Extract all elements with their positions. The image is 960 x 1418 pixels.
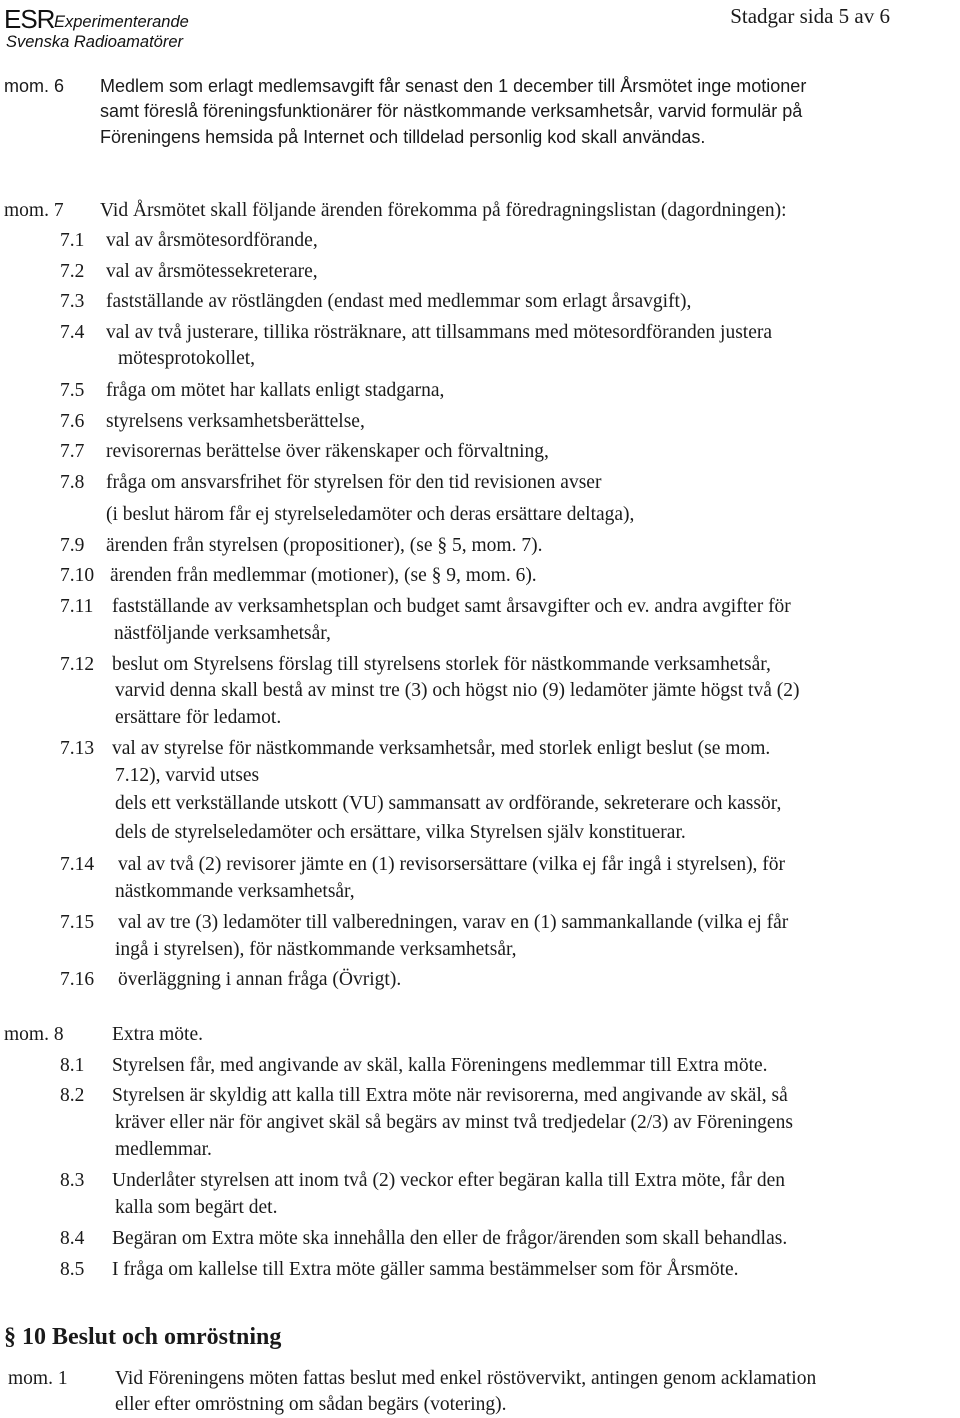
page-number: Stadgar sida 5 av 6 [730, 4, 890, 28]
item-text: val av två (2) revisorer jämte en (1) revisorsersättare (vilka ej får ingå i styrelsen), för [118, 854, 786, 875]
logo-organization-text: Svenska Radioamatörer [6, 33, 184, 51]
section10-mom1-line: eller efter omröstning om sådan begärs (votering). [115, 1394, 507, 1415]
item-number: 7.15 [60, 912, 95, 933]
item-number: 7.1 [60, 230, 85, 251]
mom7-intro: Vid Årsmötet skall följande ärenden förekomma på föredragningslistan (dagordningen): [100, 200, 787, 221]
item-text: val av årsmötessekreterare, [106, 261, 318, 282]
mom6-line: Föreningens hemsida på Internet och tilldelad personlig kod skall användas. [100, 127, 706, 147]
item-number: 7.11 [60, 596, 94, 617]
item-text: Styrelsen får, med angivande av skäl, kalla Föreningens medlemmar till Extra möte. [112, 1055, 768, 1076]
item-text: Styrelsen är skyldig att kalla till Extra möte när revisorerna, med angivande av skäl, så [112, 1085, 788, 1106]
item-text: fastställande av röstlängden (endast med medlemmar som erlagt årsavgift), [106, 291, 692, 312]
mom6-number: mom. 6 [4, 76, 65, 96]
logo-experimenterande-text: Experimenterande [54, 13, 189, 31]
item-text: ersättare för ledamot. [115, 707, 282, 728]
item-text: val av tre (3) ledamöter till valberedningen, varav en (1) sammankallande (vilka ej får [118, 912, 789, 933]
item-number: 7.12 [60, 654, 95, 675]
item-text: ingå i styrelsen), för nästkommande verksamhetsår, [115, 939, 517, 960]
item-text: fråga om mötet har kallats enligt stadgarna, [106, 380, 445, 401]
item-text: styrelsens verksamhetsberättelse, [106, 411, 365, 432]
item-number: 8.3 [60, 1170, 85, 1191]
item-text: Begäran om Extra möte ska innehålla den eller de frågor/ärenden som skall behandlas. [112, 1228, 788, 1249]
item-text: I fråga om kallelse till Extra möte gäller samma bestämmelser som för Årsmöte. [112, 1259, 739, 1280]
mom8-intro: Extra möte. [112, 1024, 203, 1045]
item-text: (i beslut härom får ej styrelseledamöter och deras ersättare deltaga), [106, 504, 635, 525]
item-text: ärenden från styrelsen (propositioner), (se § 5, mom. 7). [106, 535, 543, 556]
item-number: 7.2 [60, 261, 85, 282]
item-text: val av två justerare, tillika rösträknare, att tillsammans med mötesordföranden justera [106, 322, 773, 343]
item-text: medlemmar. [115, 1139, 212, 1160]
item-text: nästföljande verksamhetsår, [114, 623, 331, 644]
item-number: 7.4 [60, 322, 85, 343]
item-text: ärenden från medlemmar (motioner), (se § 9, mom. 6). [110, 565, 537, 586]
esr-logo [4, 4, 204, 52]
item-number: 7.9 [60, 535, 85, 556]
item-text: nästkommande verksamhetsår, [115, 881, 355, 902]
item-number: 7.3 [60, 291, 85, 312]
section10-mom1-line: Vid Föreningens möten fattas beslut med enkel röstövervikt, antingen genom acklamation [115, 1368, 817, 1389]
item-number: 8.4 [60, 1228, 85, 1249]
logo-esr-text: ESR [4, 4, 55, 34]
mom8-number: mom. 8 [4, 1024, 64, 1045]
item-text: val av styrelse för nästkommande verksamhetsår, med storlek enligt beslut (se mom. [112, 738, 771, 759]
section10-mom1-number: mom. 1 [8, 1368, 68, 1389]
mom6-line: samt föreslå föreningsfunktionärer för nästkommande verksamhetsår, varvid formulär på [100, 101, 803, 121]
item-number: 7.13 [60, 738, 95, 759]
item-number: 7.16 [60, 969, 95, 990]
item-text: dels de styrelseledamöter och ersättare, vilka Styrelsen själv konstituerar. [115, 822, 686, 843]
item-number: 7.5 [60, 380, 85, 401]
item-text: fråga om ansvarsfrihet för styrelsen för den tid revisionen avser [106, 472, 602, 493]
item-number: 8.1 [60, 1055, 85, 1076]
item-text: överläggning i annan fråga (Övrigt). [118, 969, 402, 990]
item-text: val av årsmötesordförande, [106, 230, 318, 251]
item-number: 7.10 [60, 565, 95, 586]
mom7-number: mom. 7 [4, 200, 64, 221]
item-text: revisorernas berättelse över räkenskaper och förvaltning, [106, 441, 549, 462]
item-text: kräver eller när för angivet skäl så begärs av minst två tredjedelar (2/3) av Föreningens [115, 1112, 793, 1133]
item-text: 7.12), varvid utses [115, 765, 260, 786]
item-text: fastställande av verksamhetsplan och budget samt årsavgifter och ev. andra avgifter för [112, 596, 791, 617]
item-number: 7.7 [60, 441, 85, 462]
item-number: 7.8 [60, 472, 85, 493]
item-text: kalla som begärt det. [115, 1197, 278, 1218]
item-text: beslut om Styrelsens förslag till styrelsens storlek för nästkommande verksamhetsår, [112, 654, 771, 675]
item-number: 8.5 [60, 1259, 85, 1280]
section-heading: § 10 Beslut och omröstning [4, 1324, 282, 1350]
item-number: 7.6 [60, 411, 85, 432]
item-text: varvid denna skall bestå av minst tre (3) och högst nio (9) ledamöter jämte högst två (2) [115, 680, 800, 701]
item-number: 8.2 [60, 1085, 85, 1106]
item-text: mötesprotokollet, [118, 348, 256, 369]
mom6-line: Medlem som erlagt medlemsavgift får senast den 1 december till Årsmötet inge motioner [100, 76, 807, 96]
item-number: 7.14 [60, 854, 95, 875]
item-text: Underlåter styrelsen att inom två (2) veckor efter begäran kalla till Extra möte, får den [112, 1170, 786, 1191]
item-text: dels ett verkställande utskott (VU) sammansatt av ordförande, sekreterare och kassör, [115, 793, 782, 814]
